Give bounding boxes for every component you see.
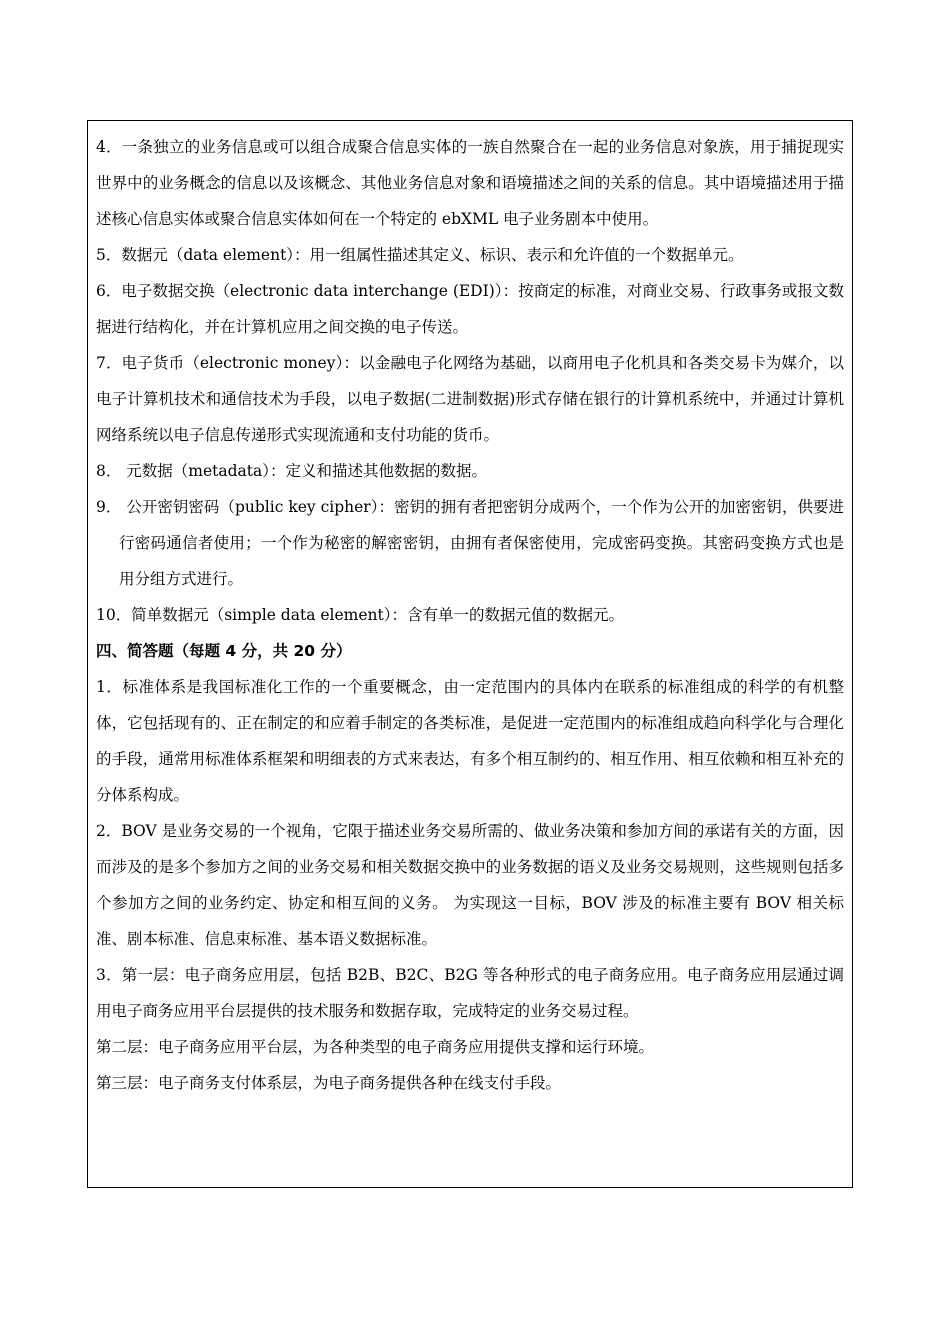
definition-7: 7．电子货币（electronic money）：以金融电子化网络为基础，以商用电子化机具和各类交易卡为媒介，以电子计算机技术和通信技术为手段，以电子数据(二进制数据)形式存储在银行的计算机系统中，并通过计算机网络系统以电子信息传递形式实现流通和支付功能的货币。 xyxy=(96,354,844,444)
definition-5: 5．数据元（data element）：用一组属性描述其定义、标识、表示和允许值的一个数据单元。 xyxy=(96,246,744,264)
section-heading: 四、简答题（每题 4 分，共 20 分） xyxy=(96,642,352,660)
definition-4: 4．一条独立的业务信息或可以组合成聚合信息实体的一族自然聚合在一起的业务信息对象族，用于捕捉现实世界中的业务概念的信息以及该概念、其他业务信息对象和语境描述之间的关系的信息。其中语境描述用于描述核心信息实体或聚合信息实体如何在一个特定的 ebXML 电子业务剧本中使用。 xyxy=(96,138,844,228)
answer-2: 2．BOV 是业务交易的一个视角，它限于描述业务交易所需的、做业务决策和参加方间的承诺有关的方面，因而涉及的是多个参加方之间的业务交易和相关数据交换中的业务数据的语义及业务交易规则，这些规则包括多个参加方之间的业务约定、协定和相互间的义务。 为实现这一目标，BOV 涉及的标准主要有 BOV 相关标准、剧本标准、信息束标准、基本语义数据标准。 xyxy=(96,822,844,948)
definition-9: 9． 公开密钥密码（public key cipher）：密钥的拥有者把密钥分成两个，一个作为公开的加密密钥，供要进行密码通信者使用；一个作为秘密的解密密钥，由拥有者保密使用，完成密码变换。其密码变换方式也是用分组方式进行。 xyxy=(96,498,844,588)
definition-8: 8． 元数据（metadata）：定义和描述其他数据的数据。 xyxy=(96,462,488,480)
answer-3: 3．第一层：电子商务应用层，包括 B2B、B2C、B2G 等各种形式的电子商务应用。电子商务应用层通过调用电子商务应用平台层提供的技术服务和数据存取，完成特定的业务交易过程。 xyxy=(96,966,844,1020)
answer-3-layer-2: 第二层：电子商务应用平台层，为各种类型的电子商务应用提供支撑和运行环境。 xyxy=(96,1038,655,1056)
answer-box xyxy=(87,120,853,1188)
answer-3-layer-3: 第三层：电子商务支付体系层，为电子商务提供各种在线支付手段。 xyxy=(96,1074,562,1092)
definition-6: 6．电子数据交换（electronic data interchange (EDI)）：按商定的标准，对商业交易、行政事务或报文数据进行结构化，并在计算机应用之间交换的电子传送。 xyxy=(96,282,844,336)
answer-1: 1．标准体系是我国标准化工作的一个重要概念，由一定范围内的具体内在联系的标准组成的科学的有机整体，它包括现有的、正在制定的和应着手制定的各类标准，是促进一定范围内的标准组成趋向科学化与合理化的手段，通常用标准体系框架和明细表的方式来表达，有多个相互制约的、相互作用、相互依赖和相互补充的分体系构成。 xyxy=(96,678,844,804)
definition-10: 10．简单数据元（simple data element）：含有单一的数据元值的数据元。 xyxy=(96,606,625,624)
